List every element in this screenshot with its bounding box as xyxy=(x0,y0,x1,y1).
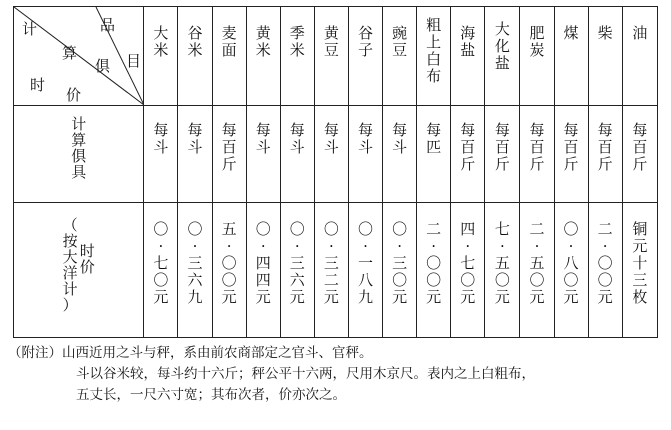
header-row xyxy=(14,7,658,106)
price-cell: 〇 · 三 〇 元 xyxy=(383,203,417,338)
price-cell: 五 · 〇 〇 元 xyxy=(212,203,246,338)
corner-ji: 计 xyxy=(22,20,38,38)
note-line-1: （附注）山西近用之斗与秤，系由前农商部定之官斗、官秤。 xyxy=(8,345,373,361)
col-header: 谷 米 xyxy=(178,7,212,106)
col-header: 大 化 盐 xyxy=(485,7,520,106)
price-cell: 〇 · 一 八 九 xyxy=(348,203,382,338)
unit-cell: 每 斗 xyxy=(246,106,280,203)
col-header: 粗 上 白 布 xyxy=(417,7,451,106)
price-cell: 二 · 〇 〇 元 xyxy=(417,203,451,338)
diagonal-corner-cell xyxy=(14,7,144,106)
price-row xyxy=(14,203,658,338)
price-cell: 二 · 〇 〇 元 xyxy=(588,203,622,338)
unit-cell: 每 百 斤 xyxy=(520,106,554,203)
col-header: 肥 炭 xyxy=(520,7,554,106)
unit-cell: 每 百 斤 xyxy=(212,106,246,203)
price-cell: 〇 · 七 〇 元 xyxy=(144,203,178,338)
corner-mu: 目 xyxy=(126,52,142,70)
col-header: 谷 子 xyxy=(348,7,382,106)
col-header: 煤 xyxy=(554,7,588,106)
unit-cell: 每 百 斤 xyxy=(588,106,622,203)
corner-suan: 算 xyxy=(62,44,78,62)
row-label-price-left: （ 按 大 洋 计 ） xyxy=(62,216,78,314)
col-header: 麦 面 xyxy=(212,7,246,106)
price-cell: 二 · 五 〇 元 xyxy=(520,203,554,338)
col-header: 海 盐 xyxy=(451,7,485,106)
row-label-unit: 计 算 俱 具 xyxy=(14,106,144,203)
unit-cell: 每 斗 xyxy=(314,106,348,203)
col-header: 豌 豆 xyxy=(383,7,417,106)
price-cell: 七 · 五 〇 元 xyxy=(485,203,520,338)
unit-cell: 每 斗 xyxy=(348,106,382,203)
unit-cell: 每 百 斤 xyxy=(485,106,520,203)
col-header: 油 xyxy=(622,7,657,106)
unit-cell: 每 匹 xyxy=(417,106,451,203)
corner-shi: 时 xyxy=(30,76,46,94)
price-cell: 〇 · 四 四 元 xyxy=(246,203,280,338)
price-cell: 〇 · 三 二 元 xyxy=(314,203,348,338)
col-header: 柴 xyxy=(588,7,622,106)
unit-cell: 每 斗 xyxy=(383,106,417,203)
note-line-2: 斗以谷米较，每斗约十六斤；秤公平十六两，尺用木京尺。表内之上白粗布， xyxy=(76,366,535,382)
price-cell: 铜 元 十 三 枚 xyxy=(622,203,657,338)
price-cell: 〇 · 三 六 九 xyxy=(178,203,212,338)
col-header: 大 米 xyxy=(144,7,178,106)
corner-pin: 品 xyxy=(100,16,116,34)
row-label-price-right: 时 价 xyxy=(79,242,95,276)
note-line-3: 五丈长，一尺六寸宽；其布次者，价亦次之。 xyxy=(76,387,346,403)
unit-cell: 每 斗 xyxy=(178,106,212,203)
unit-row xyxy=(14,106,658,203)
unit-cell: 每 百 斤 xyxy=(554,106,588,203)
unit-cell: 每 斗 xyxy=(280,106,314,203)
price-cell: 〇 · 三 六 元 xyxy=(280,203,314,338)
unit-cell: 每 百 斤 xyxy=(622,106,657,203)
row-label-price xyxy=(14,203,144,338)
corner-ju: 俱 xyxy=(95,57,111,75)
col-header: 季 米 xyxy=(280,7,314,106)
unit-cell: 每 百 斤 xyxy=(451,106,485,203)
price-cell: 〇 · 八 〇 元 xyxy=(554,203,588,338)
col-header: 黄 豆 xyxy=(314,7,348,106)
unit-cell: 每 斗 xyxy=(144,106,178,203)
footnotes xyxy=(8,343,668,406)
col-header: 黄 米 xyxy=(246,7,280,106)
corner-jia: 价 xyxy=(66,86,82,104)
price-cell: 四 · 七 〇 元 xyxy=(451,203,485,338)
price-table xyxy=(13,6,658,338)
